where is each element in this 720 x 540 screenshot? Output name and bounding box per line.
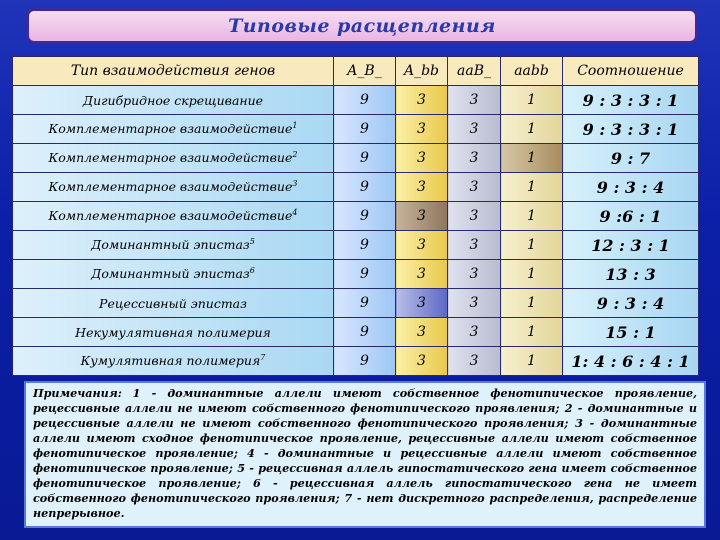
table-row	[13, 86, 699, 115]
cell-abb: 3	[396, 318, 448, 347]
cell-aabb: 1	[501, 260, 563, 289]
cell-ratio: 9 : 3 : 3 : 1	[563, 86, 699, 115]
cell-abb: 3	[396, 260, 448, 289]
cell-ratio: 1: 4 : 6 : 4 : 1	[563, 347, 699, 376]
cell-ratio: 9 : 7	[563, 144, 699, 173]
header-aabb: aabb	[501, 57, 563, 86]
cell-abb: 3	[396, 289, 448, 318]
cell-ratio: 9 :6 : 1	[563, 202, 699, 231]
cell-aabb: 1	[501, 86, 563, 115]
cell-aabb: 1	[501, 173, 563, 202]
cell-aab: 3	[448, 347, 501, 376]
cell-ratio: 9 : 3 : 3 : 1	[563, 115, 699, 144]
header-interaction-type: Тип взаимодействия генов	[13, 57, 334, 86]
cell-aabb: 1	[501, 202, 563, 231]
cell-ab: 9	[334, 231, 396, 260]
row-name: Комплементарное взаимодействие$^2$	[13, 144, 334, 173]
cell-aab: 3	[448, 115, 501, 144]
row-name: Рецессивный эпистаз	[13, 289, 334, 318]
table-row	[13, 115, 699, 144]
cell-aabb: 1	[501, 289, 563, 318]
cell-ab: 9	[334, 289, 396, 318]
cell-ab: 9	[334, 86, 396, 115]
cell-abb: 3	[396, 347, 448, 376]
cell-aab: 3	[448, 318, 501, 347]
row-name: Дигибридное скрещивание	[13, 86, 334, 115]
cell-aabb: 1	[501, 144, 563, 173]
cell-ratio: 13 : 3	[563, 260, 699, 289]
header-ratio: Соотношение	[563, 57, 699, 86]
slide-title: Типовые расщепления	[228, 15, 496, 37]
cell-ab: 9	[334, 144, 396, 173]
header-aab: aaB_	[448, 57, 501, 86]
cell-aab: 3	[448, 173, 501, 202]
cell-aabb: 1	[501, 115, 563, 144]
cell-abb: 3	[396, 144, 448, 173]
table-row	[13, 347, 699, 376]
row-name: Доминантный эпистаз$^6$	[13, 260, 334, 289]
table-row	[13, 173, 699, 202]
cell-ab: 9	[334, 347, 396, 376]
cell-aab: 3	[448, 202, 501, 231]
cell-abb: 3	[396, 115, 448, 144]
table-row	[13, 260, 699, 289]
cell-aab: 3	[448, 260, 501, 289]
segregation-table	[12, 56, 699, 376]
row-name: Комплементарное взаимодействие$^4$	[13, 202, 334, 231]
cell-aab: 3	[448, 86, 501, 115]
table-row	[13, 231, 699, 260]
cell-abb: 3	[396, 173, 448, 202]
header-abb: A_bb	[396, 57, 448, 86]
cell-ab: 9	[334, 318, 396, 347]
cell-abb: 3	[396, 86, 448, 115]
cell-abb: 3	[396, 231, 448, 260]
row-name: Некумулятивная полимерия	[13, 318, 334, 347]
table-row	[13, 144, 699, 173]
cell-aabb: 1	[501, 318, 563, 347]
table-row	[13, 318, 699, 347]
table-row	[13, 202, 699, 231]
notes-text: 1 - доминантные аллели имеют собственное фенотипическое проявление, рецессивные аллели не имеют собственного фенотипического проявления; 2 - доминантные и рецессивные аллели не имеют собственного фенотипического проявления; 3 - доминантные аллели имеют сходное фенотипическое проявление, рецессивные аллели имеют собственное фенотипическое проявление; 4 - доминантные и рецессивные аллели имеют собственное фенотипическое проявление; 5 - рецессивная аллель гипостатического гена имеет собственное фенотипическое проявление; 6 - рецессивная аллель гипостатического гена не имеет собственного фенотипического проявления; 7 - нет дискретного распределения, распределение непрерывное.	[33, 386, 697, 520]
cell-ab: 9	[334, 173, 396, 202]
cell-ratio: 9 : 3 : 4	[563, 173, 699, 202]
cell-ab: 9	[334, 260, 396, 289]
cell-ratio: 9 : 3 : 4	[563, 289, 699, 318]
row-name: Комплементарное взаимодействие$^1$	[13, 115, 334, 144]
cell-ab: 9	[334, 115, 396, 144]
cell-aab: 3	[448, 231, 501, 260]
cell-aab: 3	[448, 289, 501, 318]
header-ab: A_B_	[334, 57, 396, 86]
cell-ab: 9	[334, 202, 396, 231]
cell-aabb: 1	[501, 347, 563, 376]
slide-title-box	[26, 8, 698, 44]
notes-box	[24, 381, 706, 528]
cell-ratio: 12 : 3 : 1	[563, 231, 699, 260]
row-name: Доминантный эпистаз$^5$	[13, 231, 334, 260]
cell-aabb: 1	[501, 231, 563, 260]
row-name: Комплементарное взаимодействие$^3$	[13, 173, 334, 202]
table-header-row	[13, 57, 699, 86]
table-row	[13, 289, 699, 318]
cell-abb: 3	[396, 202, 448, 231]
notes-label: Примечания:	[33, 386, 122, 400]
cell-ratio: 15 : 1	[563, 318, 699, 347]
row-name: Кумулятивная полимерия$^7$	[13, 347, 334, 376]
cell-aab: 3	[448, 144, 501, 173]
